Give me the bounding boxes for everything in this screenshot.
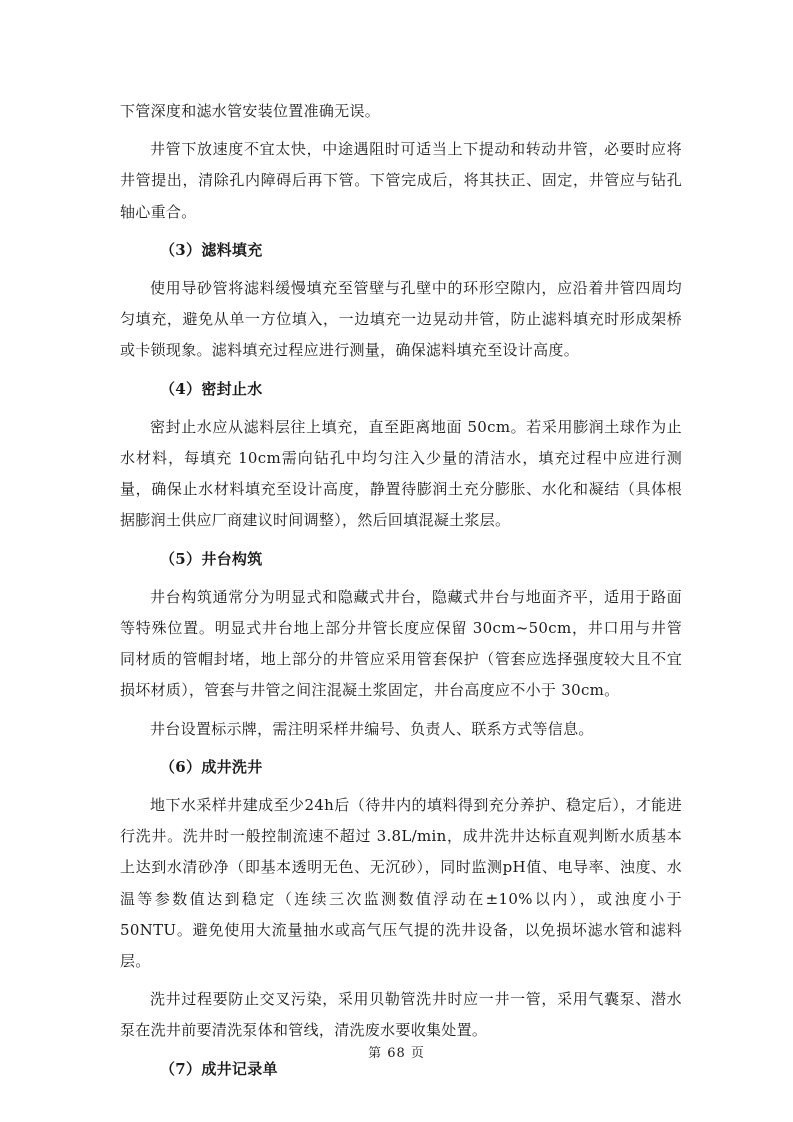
heading-well-platform: （5）井台构筑 xyxy=(160,549,263,568)
paragraph-signboard: 井台设置标示牌，需注明采样井编号、负责人、联系方式等信息。 xyxy=(150,719,594,738)
paragraph-seal-water: 密封止水应从滤料层往上填充，直至距离地面 50cm。若采用膨润土球作为止水材料，每填充 10cm需向钻孔中均匀注入少量的清洁水，填充过程中应进行测量，确保止水材料填充至设计高度，静置待膨润土充分膨胀、水化和凝结（具体根据膨润土供应厂商建议时间调整），然后回填混凝土浆层。 xyxy=(120,417,682,530)
heading-filter-fill: （3）滤料填充 xyxy=(160,240,263,259)
paragraph-well-platform: 井台构筑通常分为明显式和隐藏式井台，隐藏式井台与地面齐平，适用于路面等特殊位置。明显式井台地上部分井管长度应保留 30cm~50cm，井口用与井管同材质的管帽封堵，地上部分的井管应采用管套保护（管套应选择强度较大且不宜损坏材质），管套与井管之间注混凝土浆固定，井台高度应不小于 30cm。 xyxy=(120,587,682,700)
paragraph-continuation: 下管深度和滤水管安装位置准确无误。 xyxy=(120,102,381,120)
paragraph-filter-fill: 使用导砂管将滤料缓慢填充至管壁与孔壁中的环形空隙内，应沿着井管四周均匀填充，避免从单一方位填入，一边填充一边晃动井管，防止滤料填充时形成架桥或卡锁现象。滤料填充过程应进行测量，确保滤料填充至设计高度。 xyxy=(120,279,682,360)
page-number: 第 68 页 xyxy=(368,1046,425,1061)
heading-well-record: （7）成井记录单 xyxy=(160,1059,278,1078)
heading-well-washing: （6）成井洗井 xyxy=(160,757,263,776)
paragraph-well-pipe-lowering: 井管下放速度不宜太快，中途遇阻时可适当上下提动和转动井管，必要时应将井管提出，清除孔内障碍后再下管。下管完成后，将其扶正、固定，井管应与钻孔轴心重合。 xyxy=(120,140,682,221)
paragraph-cross-contamination: 洗井过程要防止交叉污染，采用贝勒管洗井时应一井一管，采用气囊泵、潜水泵在洗井前要清洗泵体和管线，清洗废水要收集处置。 xyxy=(120,990,682,1040)
page-body xyxy=(120,96,682,1085)
paragraph-well-washing: 地下水采样井建成至少24h后（待井内的填料得到充分养护、稳定后），才能进行洗井。洗井时一般控制流速不超过 3.8L/min，成井洗井达标直观判断水质基本上达到水清砂净（即基本透明无色、无沉砂），同时监测pH值、电导率、浊度、水温等参数值达到稳定（连续三次监测数值浮动在±10%以内），或浊度小于 50NTU。避免使用大流量抽水或高气压气提的洗井设备，以免损坏滤水管和滤料层。 xyxy=(120,796,682,971)
heading-seal-water: （4）密封止水 xyxy=(160,379,263,398)
